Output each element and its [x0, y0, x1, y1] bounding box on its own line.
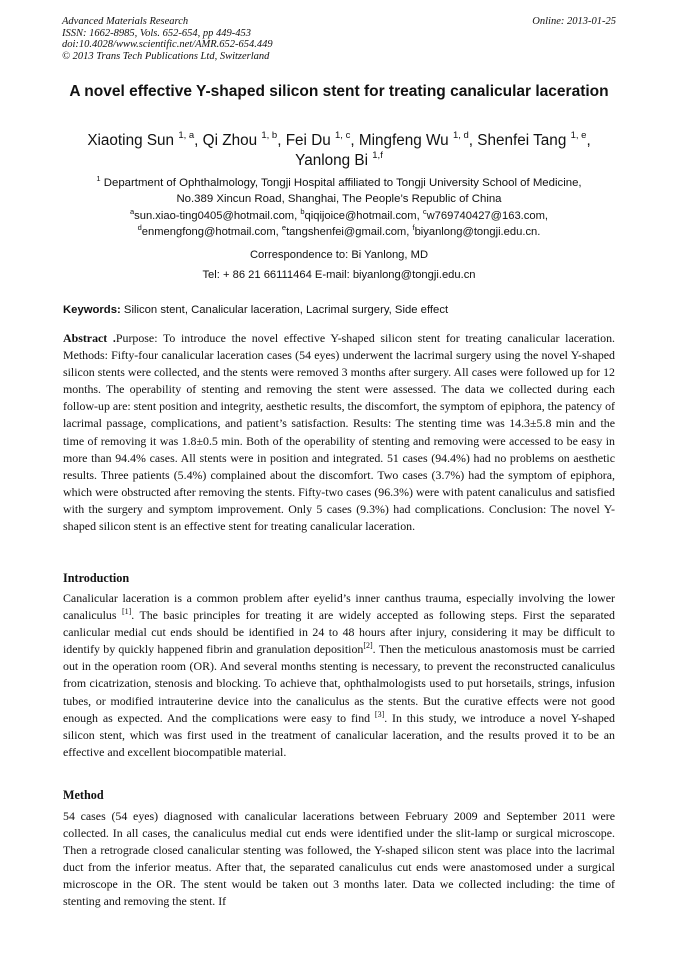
email-mark: a: [129, 207, 135, 216]
abstract: [63, 330, 615, 535]
introduction-heading: Introduction: [63, 571, 130, 585]
citation-ref: [3]: [374, 709, 385, 719]
online-date: Online: 2013-01-25: [532, 16, 616, 27]
affiliation-line: No.389 Xincun Road, Shanghai, The People’s Republic of China: [176, 193, 502, 205]
introduction-body: [63, 590, 615, 761]
paper-title: A novel effective Y-shaped silicon stent for treating canalicular laceration: [69, 83, 609, 100]
email-address: biyanlong@tongji.edu.cn.: [414, 225, 541, 238]
email-mark: c: [422, 207, 427, 216]
author-name: Xiaoting Sun: [87, 132, 175, 149]
author-separator: ,: [468, 132, 478, 149]
author-affil-mark: 1, a: [178, 130, 195, 141]
affiliation-mark: 1: [96, 174, 101, 183]
author-affil-mark: 1, d: [452, 130, 469, 141]
citation-ref: [2]: [363, 641, 373, 651]
keywords-text: Silicon stent, Canalicular laceration, Lacrimal surgery, Side effect: [120, 304, 449, 316]
author-emails: [60, 209, 618, 240]
author-name: Qi Zhou: [202, 132, 258, 149]
keywords: [63, 303, 618, 317]
intro-text: . In this study, we introduce a novel Y-shaped silicon stent, which was first used in the treatment of canalicular laceration, and the results proved it to be an effective and excellent biocompatible material.: [63, 710, 615, 759]
email-mark: f: [412, 222, 415, 232]
author-affil-mark: 1, e: [570, 130, 587, 141]
author-name: Yanlong Bi: [295, 152, 369, 169]
author-affil-mark: 1, c: [335, 130, 351, 141]
author-affil-mark: 1, b: [261, 130, 278, 141]
abstract-label: Abstract .: [63, 331, 116, 345]
intro-text: . The basic principles for treating it are widely accepted as following steps. First the separated canlicular medial cut ends should be identified in 24 to 48 hours after injury, considering it may be difficult to identify by quickly happened fibrin and granulation deposition: [63, 608, 615, 657]
affiliation: [60, 175, 618, 207]
email-mark: d: [137, 222, 142, 232]
method-heading: Method: [63, 788, 104, 802]
author-name: Mingfeng Wu: [358, 132, 449, 149]
method-body: 54 cases (54 eyes) diagnosed with canalicular lacerations between February 2009 and September 2011 were collected. In all cases, the canaliculus medial cut ends were identified under the slit-lamp or surgical microscope. Then a retrograde closed canalicular stenting was followed, the Y-shaped silicon stent was place into the lacrimal duct from the inferior meatus. After that, the separated canaliculus cut ends were anastomosed under a surgical microscope in the OR. The stent would be taken out 3 months later. Data we collected including: the time of stenting and removing the stent. If: [63, 809, 615, 909]
journal-name: Advanced Materials Research: [62, 16, 189, 27]
email-mark: b: [300, 207, 305, 216]
author-name: Fei Du: [285, 132, 331, 149]
keywords-label: Keywords:: [63, 304, 121, 316]
email-address: w769740427@163.com,: [426, 210, 549, 222]
abstract-text: Purpose: To introduce the novel effective Y-shaped silicon stent for treating canalicular laceration. Methods: Fifty-four canalicular laceration cases (54 eyes) underwent the lacrimal surgery using the novel Y-shaped silicon stents were collected, and the stents were removed 3 months after surgery. All cases were followed up for 12 months. The operability of stenting and removing the stent were assessed. The data we collected during each follow-up are: stent position and integrity, aesthetic results, the discomfort, the symptom of epiphora, the patency of lacrimal passage, complications, and patient’s satisfaction. Results: The stenting time was 14.3±5.8 min and the time of removing it was 1.8±0.5 min. Both of the operability of stenting and removing were accessed to be easy in more than 94.4% cases. All stents were in position and integrated. 51 cases (94.4%) had no problems on aesthetic results. Three patients (5.4%) complained about the discomfort. Two cases (3.7%) had the symptom of epiphora, which were obstructed after removing the stents. Fifty-two cases (96.3%) were with patent canaliculus and satisfied with the surgery and symptom improvement. Only 5 cases (9.3%) had complications. Conclusion: The novel Y-shaped silicon stent is an effective stent for treating canalicular laceration.: [63, 331, 616, 534]
author-affil-mark: 1,f: [372, 150, 383, 161]
email-address: enmengfong@hotmail.com,: [141, 225, 282, 238]
email-address: sun.xiao-ting0405@hotmail.com,: [134, 210, 301, 222]
intro-text: Canalicular laceration is a common problem after eyelid’s inner canthus trauma, especially involving the lower canaliculus: [63, 591, 615, 623]
author-separator: ,: [350, 132, 359, 149]
affiliation-line: Department of Ophthalmology, Tongji Hospital affiliated to Tongji University School of Medicine,: [100, 177, 582, 189]
email-address: qiqijoice@hotmail.com,: [304, 210, 423, 222]
journal-header: [62, 16, 273, 62]
author-list: [60, 131, 618, 171]
citation-ref: [1]: [121, 607, 132, 617]
copyright-line: © 2013 Trans Tech Publications Ltd, Switzerland: [62, 50, 270, 62]
author-separator: ,: [586, 132, 591, 149]
email-mark: e: [281, 222, 287, 232]
issn-line: ISSN: 1662-8985, Vols. 652-654, pp 449-453: [62, 27, 251, 39]
author-name: Shenfei Tang: [477, 132, 567, 149]
intro-text: . Then the meticulous anastomosis must be carried out in the operation room (OR). And several months stenting is necessary, to prevent the reconstructed canaliculus from cicatrization, stenosis and blocking. To achieve that, ophthalmologists used to put horsetails, strings, infusion tubes, or modified intrauterine device into the canaliculus as the stents. But the curative effects were not good enough as expected. And the complications were easy to find: [63, 642, 615, 725]
author-separator: ,: [277, 132, 286, 149]
doi-line: doi:10.4028/www.scientific.net/AMR.652-654.449: [62, 39, 273, 51]
author-separator: ,: [194, 132, 203, 149]
correspondence: Correspondence to: Bi Yanlong, MD: [249, 249, 429, 261]
email-address: tangshenfei@gmail.com,: [286, 225, 413, 238]
contact-info: Tel: + 86 21 66111464 E-mail: biyanlong@tongji.edu.cn: [202, 269, 476, 281]
